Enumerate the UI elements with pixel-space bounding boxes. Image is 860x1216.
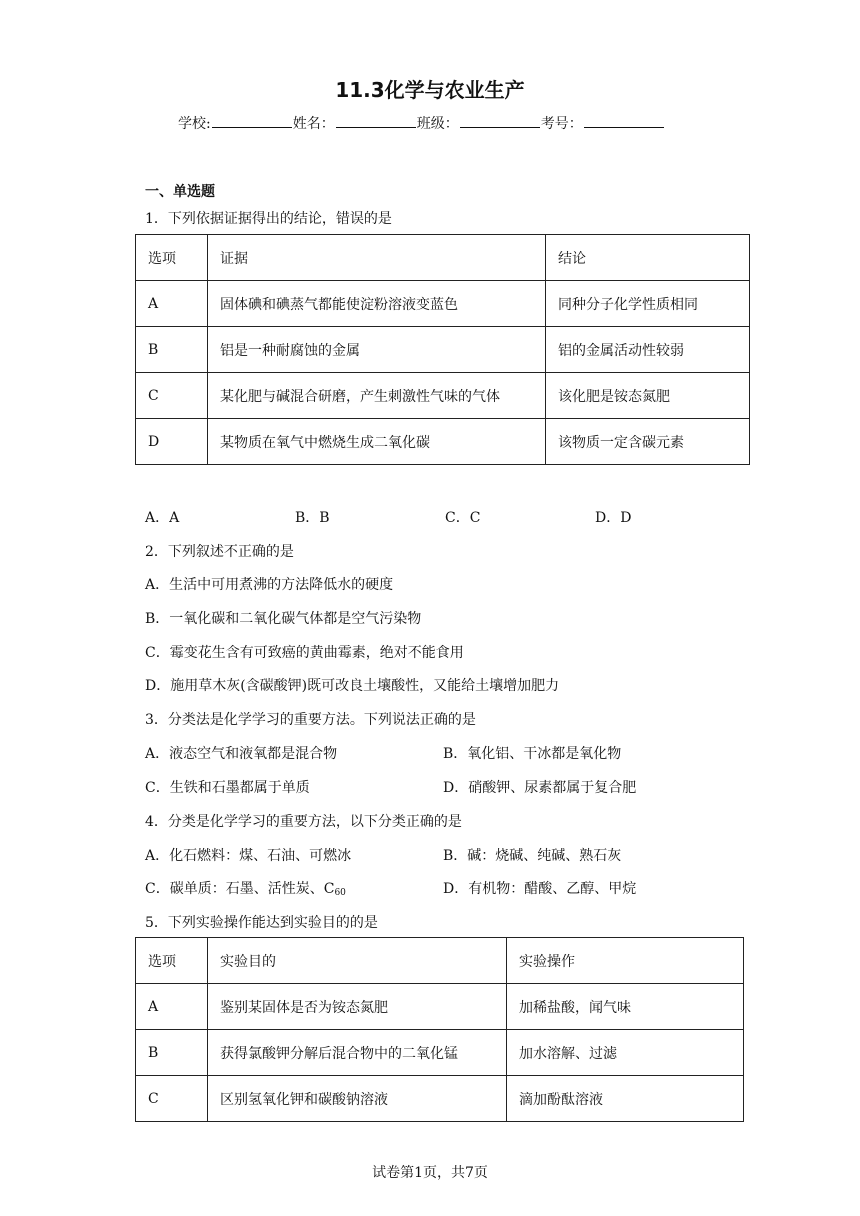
- option-d: D．有机物：醋酸、乙醇、甲烷: [443, 881, 637, 897]
- table-cell: 获得氯酸钾分解后混合物中的二氧化锰: [208, 1030, 507, 1076]
- table-cell: A: [136, 281, 208, 327]
- section-heading: 一、单选题: [145, 184, 215, 200]
- table-row: [136, 373, 750, 419]
- question-3-stem: 3．分类法是化学学习的重要方法。下列说法正确的是: [145, 712, 476, 728]
- option-b: B．B: [295, 510, 330, 526]
- table-cell: 加水溶解、过滤: [507, 1030, 744, 1076]
- class-label: 班级：: [416, 116, 459, 132]
- number-label: 考号：: [540, 116, 583, 132]
- table-cell: 选项: [136, 938, 208, 984]
- student-info: [178, 113, 665, 133]
- question-1-stem: 1．下列依据证据得出的结论，错误的是: [145, 211, 392, 227]
- option-c: C．C: [445, 510, 481, 526]
- question-1-table: [135, 234, 750, 465]
- table-cell: 某化肥与碱混合研磨，产生刺激性气味的气体: [208, 373, 546, 419]
- option-c-text: C．碳单质：石墨、活性炭、C: [145, 881, 335, 897]
- question-5-table: [135, 937, 744, 1122]
- name-blank: [336, 115, 416, 128]
- table-cell: 证据: [208, 235, 546, 281]
- table-cell: 加稀盐酸，闻气味: [507, 984, 744, 1030]
- table-cell: 鉴别某固体是否为铵态氮肥: [208, 984, 507, 1030]
- table-cell: B: [136, 1030, 208, 1076]
- table-cell: B: [136, 327, 208, 373]
- page-footer: 试卷第1页，共7页: [372, 1165, 488, 1181]
- option-b: B．一氧化碳和二氧化碳气体都是空气污染物: [145, 611, 422, 627]
- option-d: D．硝酸钾、尿素都属于复合肥: [443, 780, 637, 796]
- table-cell: 固体碘和碘蒸气都能使淀粉溶液变蓝色: [208, 281, 546, 327]
- number-blank: [584, 115, 664, 128]
- table-row: [136, 327, 750, 373]
- table-cell: C: [136, 1076, 208, 1122]
- table-cell: 选项: [136, 235, 208, 281]
- table-row: [136, 281, 750, 327]
- question-4-stem: 4．分类是化学学习的重要方法，以下分类正确的是: [145, 814, 462, 830]
- option-c: [145, 878, 346, 898]
- option-a: A．生活中可用煮沸的方法降低水的硬度: [145, 577, 394, 593]
- table-cell: 区别氢氧化钾和碳酸钠溶液: [208, 1076, 507, 1122]
- table-cell: 该化肥是铵态氮肥: [546, 373, 750, 419]
- table-row: [136, 1076, 744, 1122]
- question-2-stem: 2．下列叙述不正确的是: [145, 544, 294, 560]
- table-cell: 滴加酚酞溶液: [507, 1076, 744, 1122]
- table-cell: A: [136, 984, 208, 1030]
- table-cell: 实验操作: [507, 938, 744, 984]
- table-row: [136, 419, 750, 465]
- table-cell: 某物质在氧气中燃烧生成二氧化碳: [208, 419, 546, 465]
- option-a: A．化石燃料：煤、石油、可燃冰: [145, 848, 352, 864]
- c60-subscript: 60: [334, 888, 346, 898]
- option-a: A．液态空气和液氧都是混合物: [145, 746, 338, 762]
- option-a: A．A: [145, 510, 180, 526]
- school-label: 学校:: [178, 116, 211, 132]
- table-cell: 该物质一定含碳元素: [546, 419, 750, 465]
- class-blank: [460, 115, 540, 128]
- name-label: 姓名：: [292, 116, 335, 132]
- table-cell: 实验目的: [208, 938, 507, 984]
- option-b: B．碱：烧碱、纯碱、熟石灰: [443, 848, 622, 864]
- table-cell: C: [136, 373, 208, 419]
- table-row: [136, 1030, 744, 1076]
- table-header-row: [136, 235, 750, 281]
- option-c: C．霉变花生含有可致癌的黄曲霉素，绝对不能食用: [145, 645, 464, 661]
- page-title: 11.3化学与农业生产: [335, 78, 525, 102]
- option-b: B．氧化铝、干冰都是氧化物: [443, 746, 622, 762]
- table-cell: 铝的金属活动性较弱: [546, 327, 750, 373]
- table-cell: 铝是一种耐腐蚀的金属: [208, 327, 546, 373]
- question-5-stem: 5．下列实验操作能达到实验目的的是: [145, 915, 378, 931]
- table-cell: D: [136, 419, 208, 465]
- table-cell: 结论: [546, 235, 750, 281]
- option-c: C．生铁和石墨都属于单质: [145, 780, 310, 796]
- option-d: D．施用草木灰(含碳酸钾)既可改良土壤酸性，又能给土壤增加肥力: [145, 678, 560, 694]
- table-row: [136, 984, 744, 1030]
- option-d: D．D: [595, 510, 632, 526]
- school-blank: [212, 115, 292, 128]
- table-cell: 同种分子化学性质相同: [546, 281, 750, 327]
- table-header-row: [136, 938, 744, 984]
